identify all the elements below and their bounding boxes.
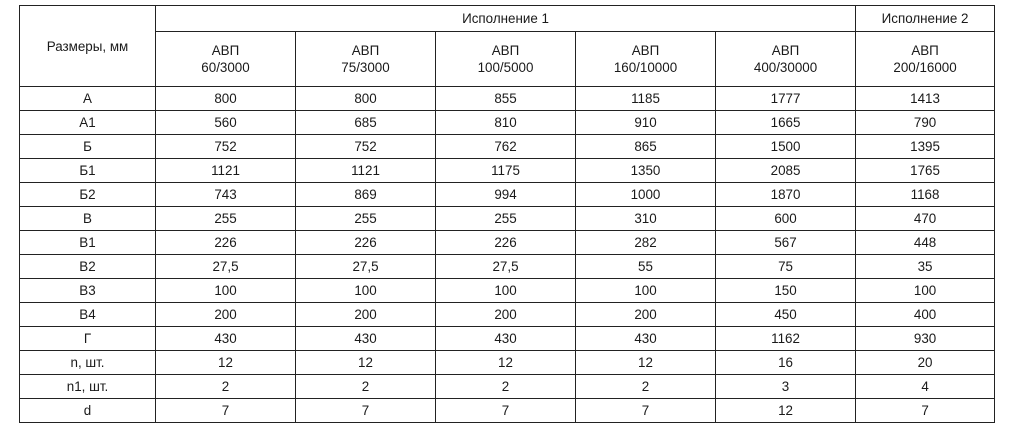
value-cell: 7 [576,399,716,423]
header-group-row [20,6,995,32]
value-cell: 1777 [716,87,856,111]
value-cell: 2 [576,375,716,399]
value-cell: 810 [436,111,576,135]
model-rating: 400/30000 [753,60,818,75]
value-cell: 855 [436,87,576,111]
value-cell: 743 [156,183,296,207]
row-label-cell: Г [20,327,156,351]
value-cell: 685 [296,111,436,135]
value-cell: 1350 [576,159,716,183]
value-cell: 1870 [716,183,856,207]
value-cell: 1665 [716,111,856,135]
model-header-cell [436,32,576,87]
value-cell: 560 [156,111,296,135]
row-label-cell: Б1 [20,159,156,183]
row-label-cell: А1 [20,111,156,135]
value-cell: 255 [156,207,296,231]
value-cell: 910 [576,111,716,135]
value-cell: 12 [156,351,296,375]
row-label-cell: В2 [20,255,156,279]
value-cell: 790 [856,111,995,135]
header-model-row [20,32,995,87]
value-cell: 27,5 [156,255,296,279]
value-cell: 430 [436,327,576,351]
value-cell: 470 [856,207,995,231]
value-cell: 55 [576,255,716,279]
model-type: АВП [491,43,520,58]
model-header-cell [716,32,856,87]
value-cell: 200 [436,303,576,327]
value-cell: 4 [856,375,995,399]
row-label-cell: n, шт. [20,351,156,375]
corner-header-cell: Размеры, мм [20,6,156,87]
value-cell: 800 [156,87,296,111]
row-label-cell: В3 [20,279,156,303]
table-body [20,87,995,423]
value-cell: 400 [856,303,995,327]
model-rating: 60/3000 [201,60,250,75]
row-label-cell: Б [20,135,156,159]
model-header-cell [856,32,995,87]
table-row [20,231,995,255]
value-cell: 27,5 [436,255,576,279]
row-label-cell: В4 [20,303,156,327]
value-cell: 255 [296,207,436,231]
dimensions-table [19,5,995,423]
value-cell: 226 [296,231,436,255]
table-row [20,111,995,135]
model-rating: 100/5000 [477,60,534,75]
value-cell: 35 [856,255,995,279]
value-cell: 100 [156,279,296,303]
value-cell: 994 [436,183,576,207]
value-cell: 752 [156,135,296,159]
table-row [20,255,995,279]
value-cell: 600 [716,207,856,231]
table-row [20,207,995,231]
value-cell: 450 [716,303,856,327]
value-cell: 226 [156,231,296,255]
value-cell: 255 [436,207,576,231]
value-cell: 7 [156,399,296,423]
table-header [20,6,995,87]
table-row [20,135,995,159]
value-cell: 226 [436,231,576,255]
row-label-cell: В1 [20,231,156,255]
value-cell: 430 [296,327,436,351]
value-cell: 1121 [156,159,296,183]
value-cell: 12 [576,351,716,375]
value-cell: 12 [716,399,856,423]
group-header-ispolnenie-1: Исполнение 1 [156,6,856,32]
value-cell: 2085 [716,159,856,183]
table-row [20,327,995,351]
model-rating: 160/10000 [613,60,678,75]
row-label-cell: n1, шт. [20,375,156,399]
table-row [20,183,995,207]
model-type: АВП [911,43,939,58]
model-header-cell [296,32,436,87]
value-cell: 12 [436,351,576,375]
row-label-cell: d [20,399,156,423]
value-cell: 200 [296,303,436,327]
value-cell: 1162 [716,327,856,351]
value-cell: 100 [436,279,576,303]
model-type: АВП [211,43,240,58]
value-cell: 1175 [436,159,576,183]
value-cell: 762 [436,135,576,159]
value-cell: 3 [716,375,856,399]
value-cell: 150 [716,279,856,303]
model-type: АВП [631,43,660,58]
value-cell: 800 [296,87,436,111]
value-cell: 12 [296,351,436,375]
row-label-cell: В [20,207,156,231]
value-cell: 1121 [296,159,436,183]
value-cell: 7 [296,399,436,423]
value-cell: 200 [156,303,296,327]
value-cell: 1413 [856,87,995,111]
model-type: АВП [351,43,380,58]
value-cell: 7 [856,399,995,423]
value-cell: 310 [576,207,716,231]
value-cell: 1185 [576,87,716,111]
value-cell: 869 [296,183,436,207]
table-row [20,87,995,111]
value-cell: 282 [576,231,716,255]
row-label-cell: А [20,87,156,111]
model-type: АВП [771,43,800,58]
value-cell: 27,5 [296,255,436,279]
value-cell: 75 [716,255,856,279]
value-cell: 930 [856,327,995,351]
value-cell: 1500 [716,135,856,159]
value-cell: 2 [156,375,296,399]
value-cell: 2 [436,375,576,399]
group-header-ispolnenie-2: Исполнение 2 [856,6,995,32]
value-cell: 20 [856,351,995,375]
value-cell: 7 [436,399,576,423]
value-cell: 1395 [856,135,995,159]
row-label-cell: Б2 [20,183,156,207]
table-row [20,303,995,327]
table-row [20,351,995,375]
value-cell: 100 [576,279,716,303]
value-cell: 1000 [576,183,716,207]
model-rating: 75/3000 [341,60,390,75]
model-header-cell [156,32,296,87]
table-row [20,279,995,303]
value-cell: 567 [716,231,856,255]
value-cell: 448 [856,231,995,255]
value-cell: 1765 [856,159,995,183]
model-header-cell [576,32,716,87]
table-row [20,375,995,399]
value-cell: 2 [296,375,436,399]
value-cell: 200 [576,303,716,327]
value-cell: 752 [296,135,436,159]
value-cell: 1168 [856,183,995,207]
value-cell: 865 [576,135,716,159]
value-cell: 430 [156,327,296,351]
value-cell: 430 [576,327,716,351]
value-cell: 100 [296,279,436,303]
table-row [20,159,995,183]
value-cell: 16 [716,351,856,375]
value-cell: 100 [856,279,995,303]
model-rating: 200/16000 [893,60,957,75]
table-row [20,399,995,423]
